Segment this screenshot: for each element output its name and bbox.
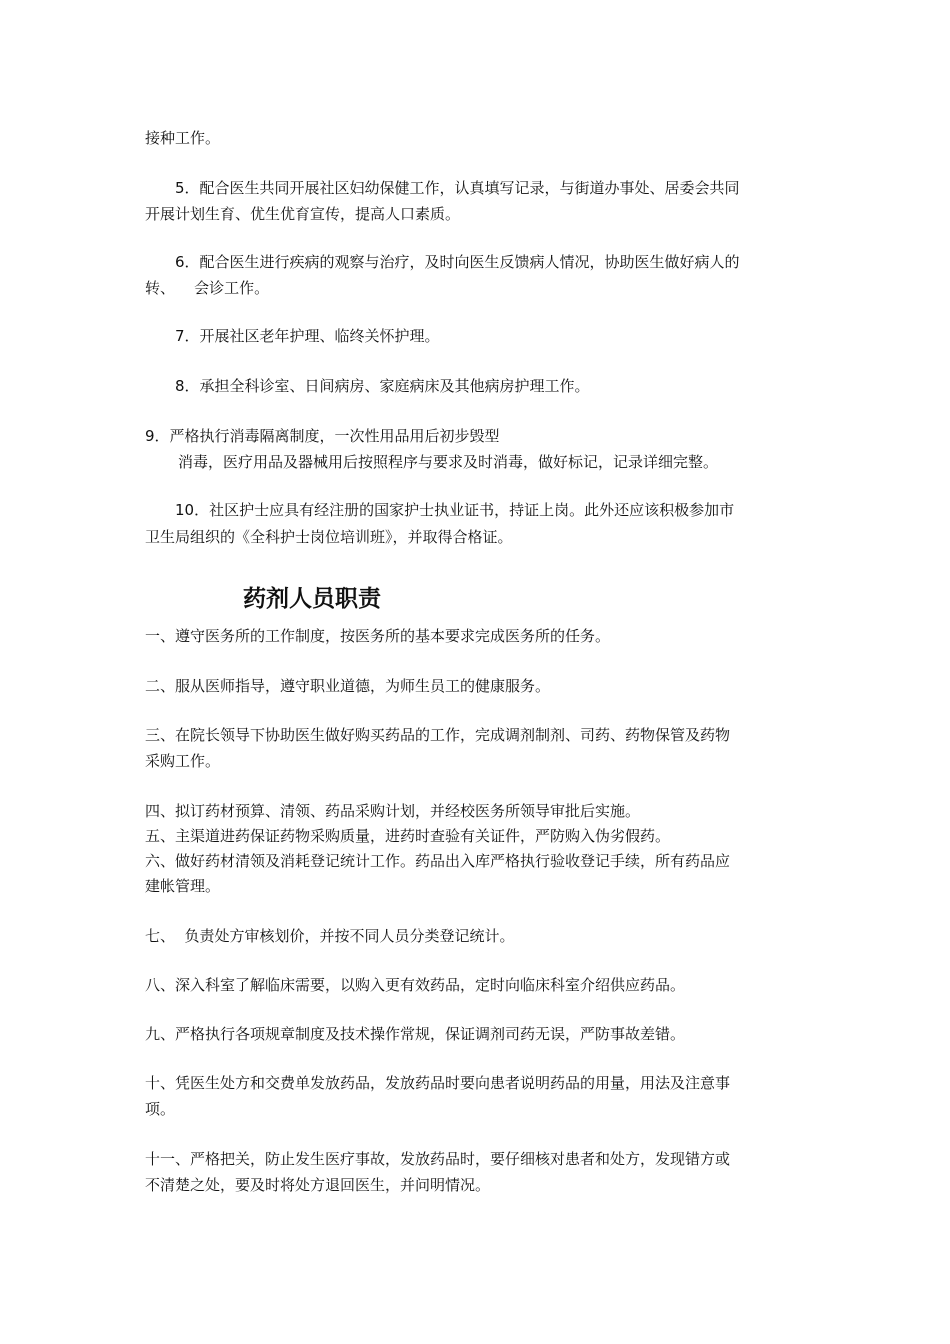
- nursing-item5-line1: 5．配合医生共同开展社区妇幼保健工作，认真填写记录，与街道办事处、居委会共同: [175, 179, 740, 197]
- pharmacy-item10-line2: 项。: [145, 1100, 176, 1118]
- pharmacy-item6-line1: 六、做好药材清领及消耗登记统计工作。药品出入库严格执行验收登记手续，所有药品应: [145, 852, 731, 870]
- nursing-item8: 8．承担全科诊室、日间病房、家庭病床及其他病房护理工作。: [175, 377, 590, 395]
- nursing-item6-line2: 转、 会诊工作。: [145, 279, 270, 297]
- pharmacy-item11-line2: 不清楚之处，要及时将处方退回医生，并问明情况。: [145, 1176, 491, 1194]
- pharmacy-item9: 九、严格执行各项规章制度及技术操作常规，保证调剂司药无误，严防事故差错。: [145, 1025, 686, 1043]
- pharmacy-item4: 四、拟订药材预算、清领、药品采购计划，并经校医务所领导审批后实施。: [145, 802, 641, 820]
- pharmacy-item11-line1: 十一、严格把关，防止发生医疗事故，发放药品时，要仔细核对患者和处方，发现错方或: [145, 1150, 731, 1168]
- pharmacy-item3-line2: 采购工作。: [145, 752, 221, 770]
- pharmacy-item1: 一、遵守医务所的工作制度，按医务所的基本要求完成医务所的任务。: [145, 627, 611, 645]
- pharmacy-item7: 七、 负责处方审核划价，并按不同人员分类登记统计。: [145, 927, 515, 945]
- pharmacy-item6-line2: 建帐管理。: [145, 877, 221, 895]
- nursing-item5-line2: 开展计划生育、优生优育宣传，提高人口素质。: [145, 205, 461, 223]
- section-title: 药剂人员职责: [243, 586, 381, 612]
- pharmacy-item5: 五、主渠道进药保证药物采购质量，进药时查验有关证件，严防购入伪劣假药。: [145, 827, 671, 845]
- pharmacy-item8: 八、深入科室了解临床需要，以购入更有效药品，定时向临床科室介绍供应药品。: [145, 976, 686, 994]
- pharmacy-item3-line1: 三、在院长领导下协助医生做好购买药品的工作，完成调剂制剂、司药、药物保管及药物: [145, 726, 731, 744]
- nursing-item7: 7．开展社区老年护理、临终关怀护理。: [175, 327, 440, 345]
- nursing-item10-line1: 10．社区护士应具有经注册的国家护士执业证书，持证上岗。此外还应该积极参加市: [175, 501, 735, 519]
- pharmacy-item10-line1: 十、凭医生处方和交费单发放药品，发放药品时要向患者说明药品的用量，用法及注意事: [145, 1074, 731, 1092]
- nursing-item9-line1: 9．严格执行消毒隔离制度，一次性用品用后初步毁型: [145, 427, 500, 445]
- nursing-item4-tail: 接种工作。: [145, 129, 221, 147]
- nursing-item10-line2: 卫生局组织的《全科护士岗位培训班》，并取得合格证。: [145, 528, 513, 546]
- nursing-item6-line1: 6．配合医生进行疾病的观察与治疗，及时向医生反馈病人情况，协助医生做好病人的: [175, 253, 740, 271]
- nursing-item9-line2: 消毒，医疗用品及器械用后按照程序与要求及时消毒，做好标记，记录详细完整。: [178, 453, 719, 471]
- pharmacy-item2: 二、服从医师指导，遵守职业道德，为师生员工的健康服务。: [145, 677, 551, 695]
